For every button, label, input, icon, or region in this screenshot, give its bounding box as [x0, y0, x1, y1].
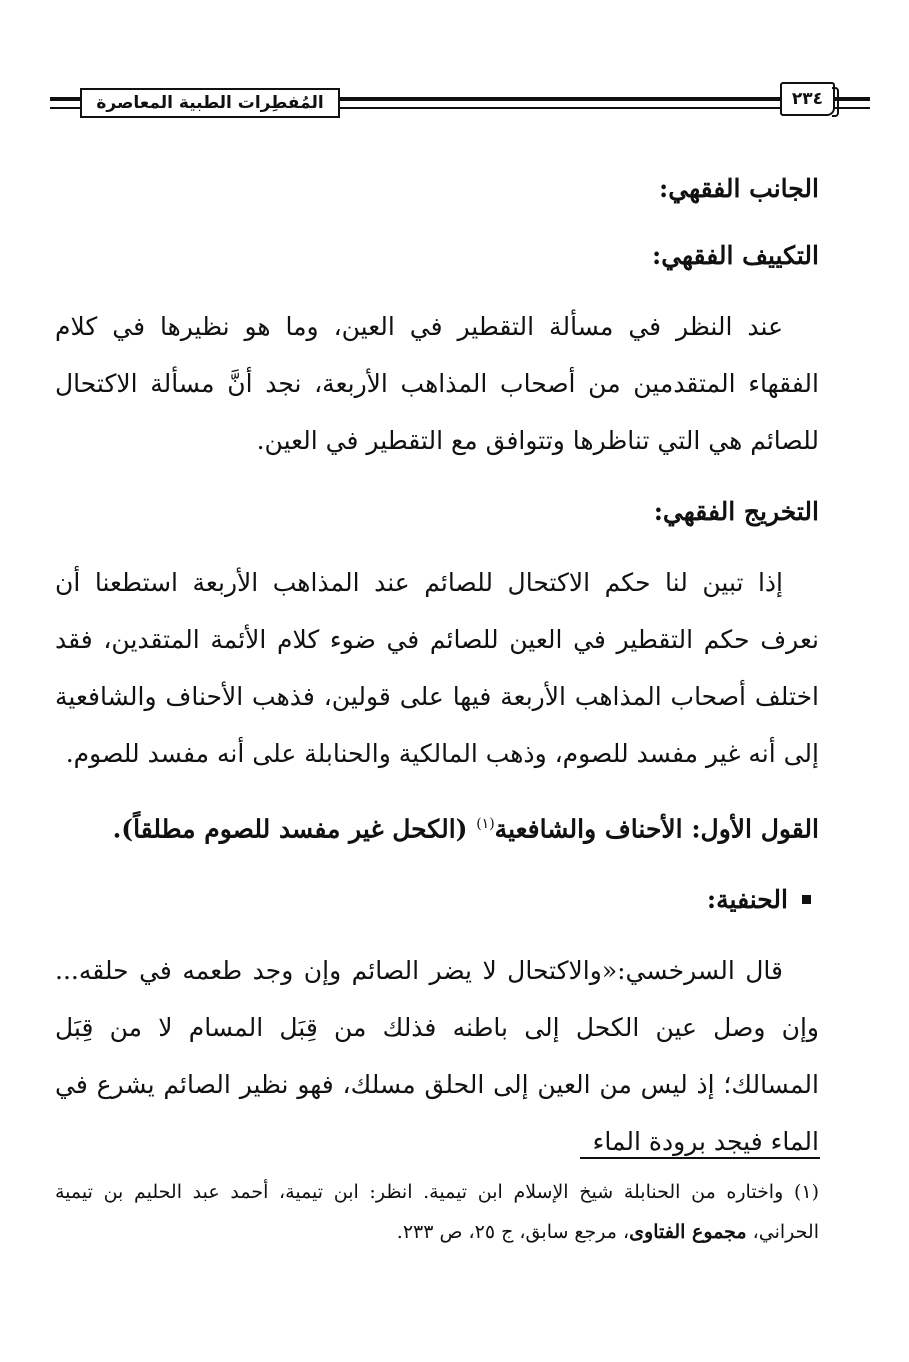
heading-fiqh-adaptation: التكييف الفقهي: — [651, 241, 819, 270]
footnotes — [55, 1172, 819, 1252]
hanafi-bullet-item — [55, 871, 819, 928]
paragraph-sarakhsi-quote: قال السرخسي:«والاكتحال لا يضر الصائم وإن وجد طعمه في حلقه... وإن وصل عين الكحل إلى باطنه فذلك من قِبَل المسام لا من قِبَل المسالك؛ إذ ليس من العين إلى الحلق مسلك، فهو نظير الصائم يشرع في الماء فيجد برودة الماء — [55, 956, 819, 1157]
footnote-ref: (١) — [476, 816, 495, 832]
paragraph-derivation: إذا تبين لنا حكم الاكتحال للصائم عند المذاهب الأربعة استطعنا أن نعرف حكم التقطير في العين للصائم في ضوء كلام الأئمة المتقدين، فقد اختلف أصحاب المذاهب الأربعة فيها على قولين، فذهب الأحناف والشافعية إلى أنه غير مفسد للصوم، وذهب المالكية والحنابلة على أنه مفسد للصوم. — [55, 568, 819, 768]
footnote-number: (١) — [793, 1181, 819, 1203]
square-bullet-icon — [802, 895, 811, 904]
footnote-source-details: ، مرجع سابق، ج ٢٥، ص ٢٣٣. — [396, 1221, 630, 1243]
page-number: ٢٣٤ — [780, 82, 835, 116]
hanafi-heading: الحنفية: — [706, 885, 788, 915]
heading-first-opinion — [55, 796, 819, 857]
header-rule-right — [835, 97, 870, 109]
book-title: المُفطِرات الطبية المعاصرة — [80, 88, 340, 118]
paragraph-adaptation: عند النظر في مسألة التقطير في العين، وما هو نظيرها في كلام الفقهاء المتقدمين من أصحاب المذاهب الأربعة، نجد أنَّ مسألة الاكتحال للصائم هي التي تناظرها وتتوافق مع التقطير في العين. — [55, 312, 819, 455]
heading-fiqh-aspect: الجانب الفقهي: — [659, 174, 819, 203]
heading-fiqh-derivation: التخريج الفقهي: — [653, 497, 819, 526]
header-rule-left — [50, 97, 80, 109]
body-text — [55, 160, 819, 1170]
footnote-separator — [580, 1157, 820, 1159]
header-rule-middle — [340, 97, 780, 109]
running-header — [50, 88, 824, 118]
first-opinion-label: القول الأول: الأحناف والشافعية — [494, 814, 819, 844]
footnote-source-title: مجموع الفتاوى — [629, 1221, 747, 1243]
footnote-text: واختاره من الحنابلة شيخ الإسلام ابن تيمية. انظر: ابن تيمية، أحمد عبد الحليم بن تيمية الحراني، — [55, 1181, 819, 1243]
first-opinion-ruling: (الكحل غير مفسد للصوم مطلقاً). — [112, 814, 477, 844]
